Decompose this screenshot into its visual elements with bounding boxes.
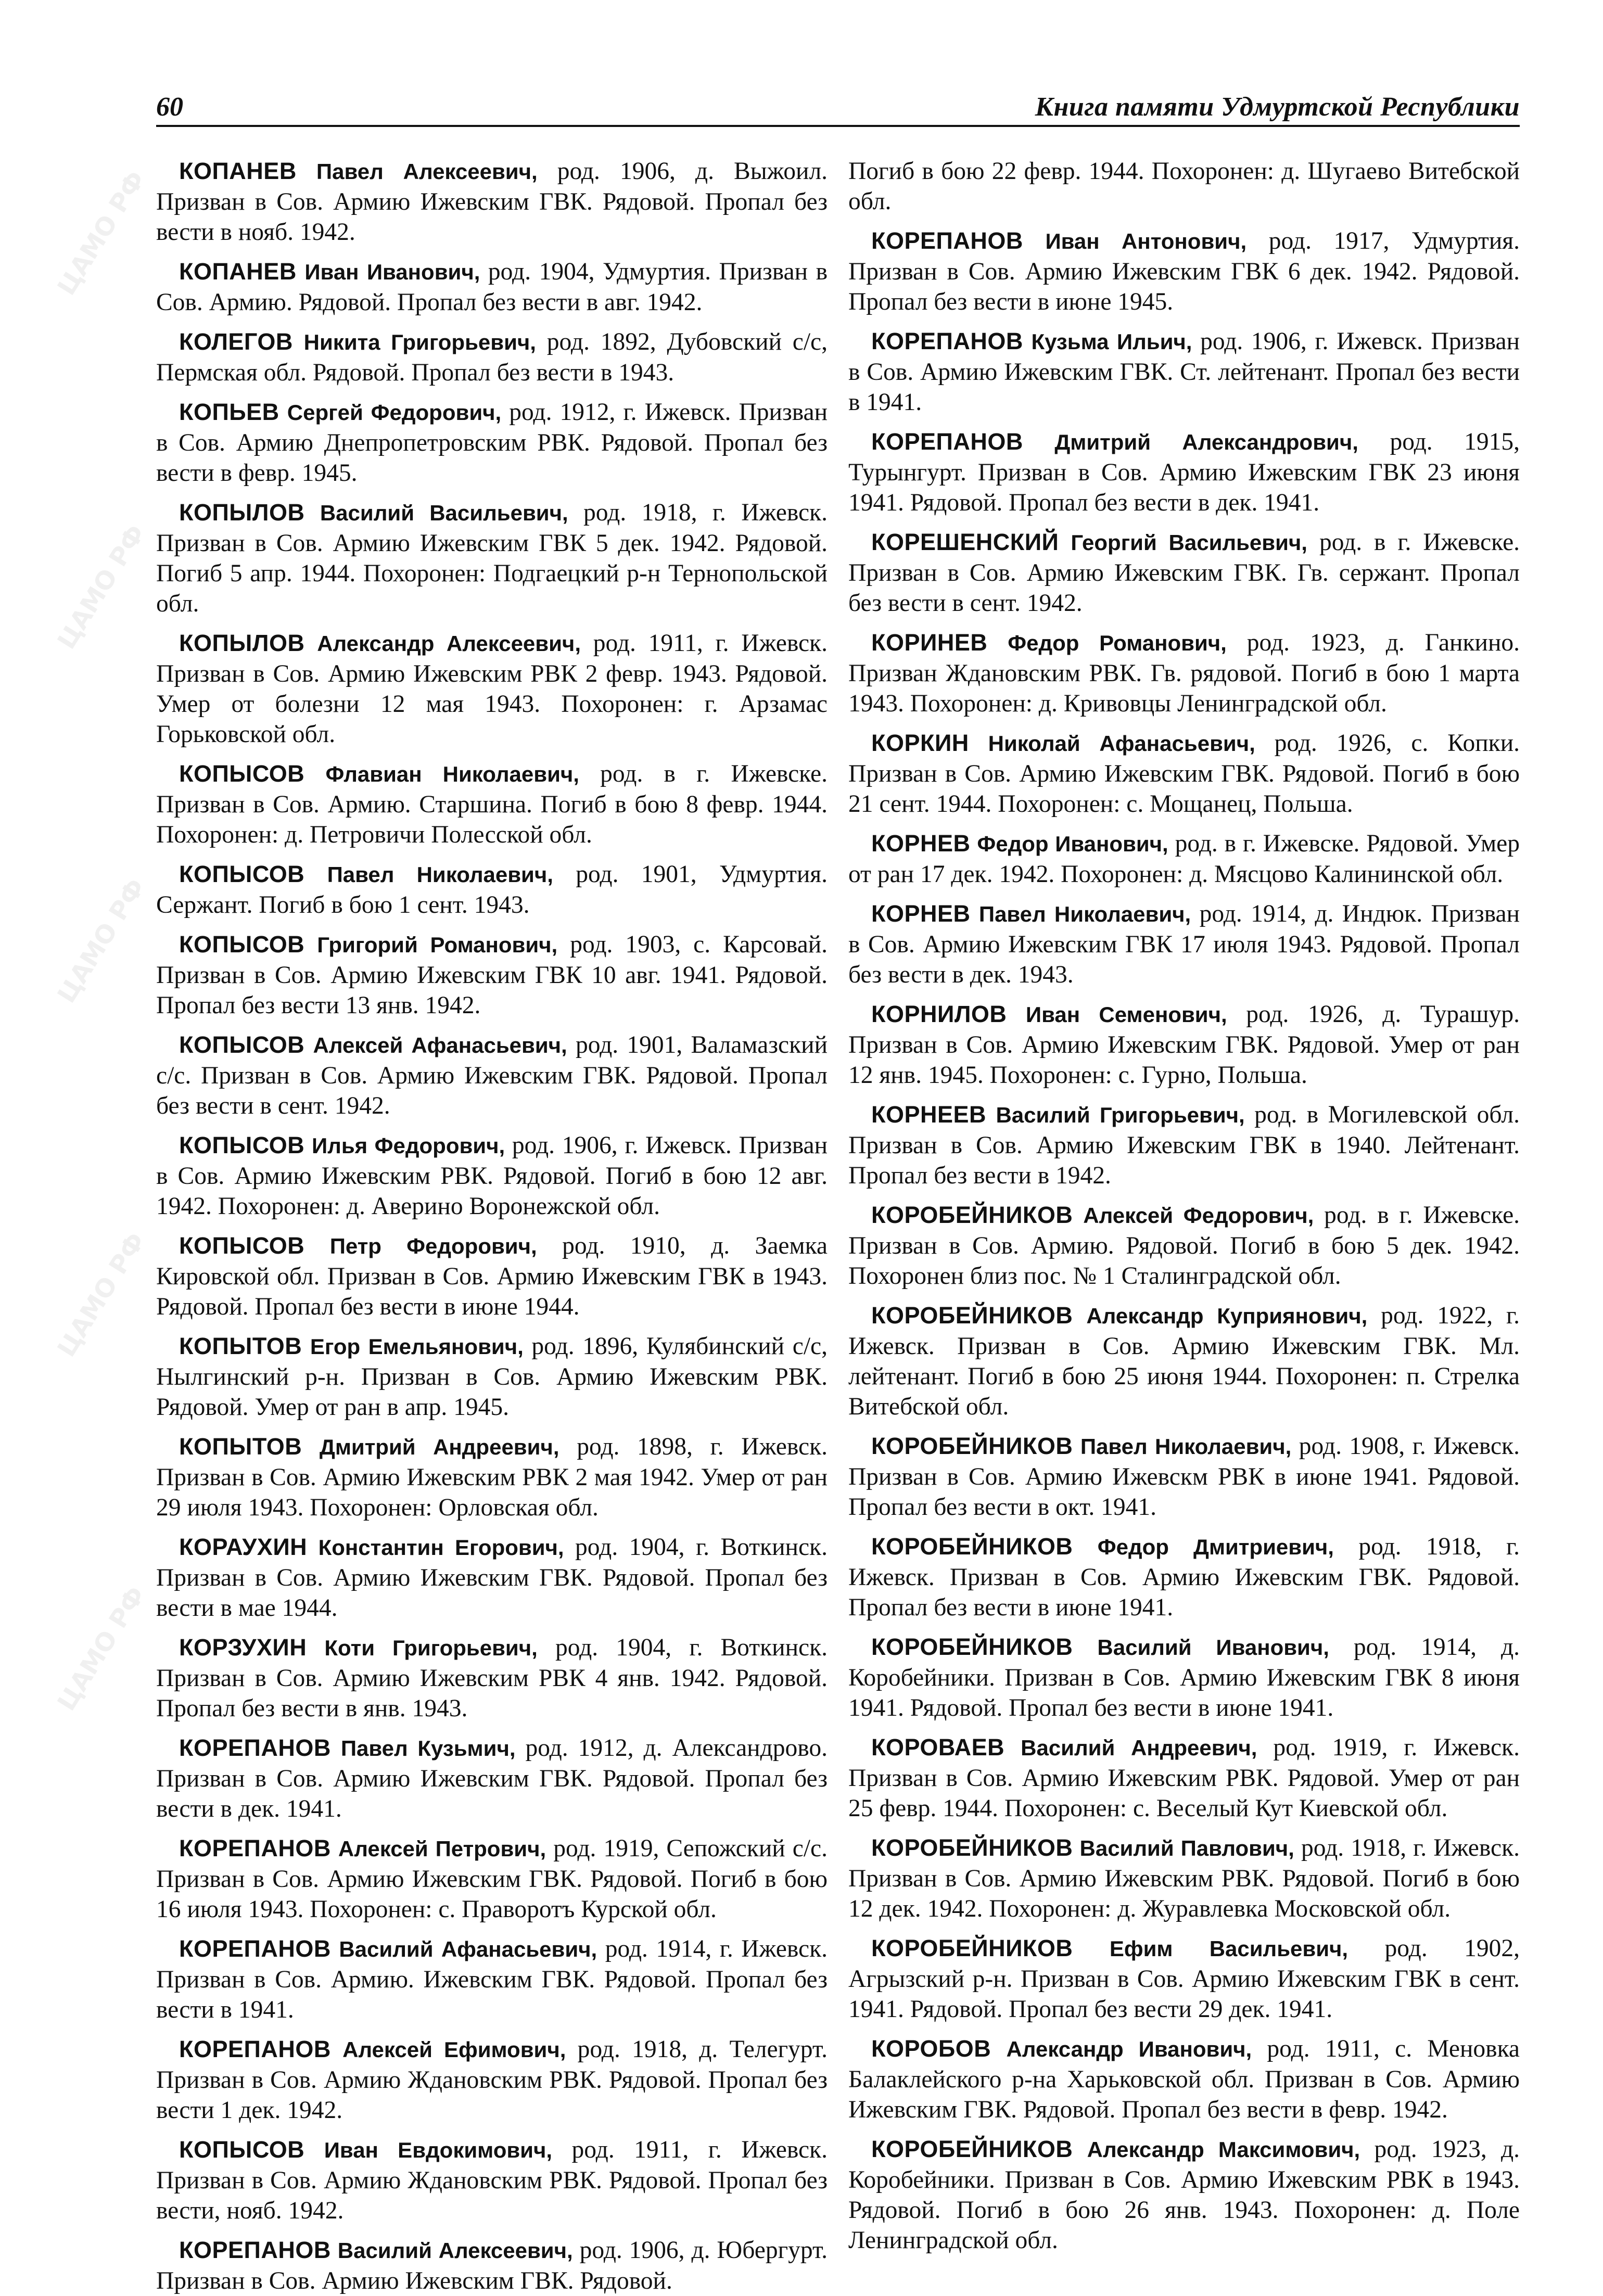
memorial-entry [156, 1632, 828, 1724]
right-column [848, 156, 1520, 2254]
entry-surname: КОРОБЕЙНИКОВ [871, 2136, 1073, 2162]
memorial-entry [848, 999, 1520, 1090]
entry-details: род. 1906, г. Ижевск. Призван в Сов. Армию Ижевским ГВК. Ст. лейтенант. Пропал без вести в 1941. [848, 328, 1520, 416]
entry-surname: КОРЕПАНОВ [179, 2237, 331, 2263]
memorial-entry [156, 2034, 828, 2125]
memorial-entry [848, 1933, 1520, 2024]
entry-surname: КОПЫСОВ [179, 1232, 305, 1259]
entry-surname: КОРНЕВ [871, 830, 971, 857]
entry-details: род. 1912, г. Ижевск. Призван в Сов. Армию Днепропетровским РВК. Рядовой. Пропал без вести в февр. 1945. [156, 399, 828, 487]
memorial-entry [156, 257, 828, 317]
memorial-entry [156, 1331, 828, 1422]
entry-given-name: Алексей Федорович, [1083, 1203, 1314, 1228]
memorial-entry [848, 899, 1520, 990]
memorial-entry [848, 1532, 1520, 1623]
entry-details: род. 1923, д. Коробейники. Призван в Сов. Армию Ижевским РВК в 1943. Рядовой. Погиб в бою 26 янв. 1943. Похоронен: д. Поле Ленинградской обл. [848, 2136, 1520, 2254]
memorial-entry [156, 759, 828, 850]
memorial-entry [156, 2235, 828, 2296]
entry-surname: КОРЕПАНОВ [871, 328, 1023, 354]
memorial-entry [156, 1432, 828, 1523]
entry-given-name: Федор Романович, [1008, 631, 1227, 655]
entry-details: род. 1901, Удмуртия. Сержант. Погиб в бою 1 сент. 1943. [156, 861, 828, 919]
entry-details: род. 1910, д. Заемка Кировской обл. Призван в Сов. Армию Ижевским ГВК в 1943. Рядовой. Пропал без вести в июне 1944. [156, 1232, 828, 1320]
entry-given-name: Александр Иванович, [1006, 2037, 1252, 2061]
memorial-entry [156, 929, 828, 1021]
entry-given-name: Василий Афанасьевич, [339, 1937, 597, 1961]
entry-details: род. 1911, г. Ижевск. Призван в Сов. Армию Ждановским РВК. Рядовой. Пропал без вести, нояб. 1942. [156, 2136, 828, 2224]
memorial-entry [848, 628, 1520, 719]
watermark-logo: ЦАМО РФ [52, 165, 151, 301]
entry-surname: КОПЫЛОВ [179, 630, 305, 656]
entry-details: род. 1926, д. Турашур. Призван в Сов. Армию Ижевским ГВК. Рядовой. Умер от ран 12 янв. 1945. Похоронен: с. Гурно, Польша. [848, 1001, 1520, 1089]
entry-details: род. в г. Ижевске. Рядовой. Умер от ран 17 дек. 1942. Похоронен: д. Мясцово Калининской обл. [848, 830, 1520, 888]
entry-details: род. 1919, г. Ижевск. Призван в Сов. Армию Ижевским РВК. Рядовой. Умер от ран 25 февр. 1944. Похоронен: с. Веселый Кут Киевской обл. [848, 1734, 1520, 1822]
left-column [156, 156, 828, 2294]
entry-surname: КОРЗУХИН [179, 1634, 307, 1661]
entry-given-name: Дмитрий Андреевич, [319, 1435, 559, 1459]
memorial-entry [848, 828, 1520, 889]
entry-given-name: Егор Емельянович, [310, 1334, 524, 1359]
entry-given-name: Федор Дмитриевич, [1097, 1535, 1334, 1559]
entry-details: род. 1917, Удмуртия. Призван в Сов. Армию Ижевским ГВК 6 дек. 1942. Рядовой. Пропал без вести в июне 1945. [848, 227, 1520, 315]
entry-given-name: Павел Николаевич, [978, 902, 1191, 926]
entry-details: род. 1911, с. Меновка Балаклейского р-на Харьковской обл. Призван в Сов. Армию Ижевским ГВК. Рядовой. Пропал без вести в февр. 1942. [848, 2035, 1520, 2123]
entry-surname: КОРЕШЕНСКИЙ [871, 529, 1059, 555]
entry-surname: КОПЫСОВ [179, 861, 305, 887]
memorial-entry [156, 1030, 828, 1121]
entry-details: род. 1923, д. Ганкино. Призван Ждановским РВК. Гв. рядовой. Погиб в бою 1 марта 1943. Похоронен: д. Кривовцы Ленинградской обл. [848, 629, 1520, 717]
entry-surname: КОРНЕЕВ [871, 1101, 987, 1128]
entry-surname: КОРОБЕЙНИКОВ [871, 1302, 1073, 1329]
entry-details: род. 1914, г. Ижевск. Призван в Сов. Армию. Ижевским ГВК. Рядовой. Пропал без вести в 1941. [156, 1935, 828, 2023]
entry-given-name: Петр Федорович, [329, 1234, 537, 1258]
entry-given-name: Сергей Федорович, [287, 400, 502, 425]
entry-given-name: Флавиан Николаевич, [325, 762, 579, 786]
entry-details: род. 1918, г. Ижевск. Призван в Сов. Армию Ижевским ГВК. Рядовой. Пропал без вести в июне 1941. [848, 1533, 1520, 1621]
entry-details: род. 1918, г. Ижевск. Призван в Сов. Армию Ижевским РВК. Рядовой. Погиб в бою 12 дек. 1942. Похоронен: д. Журавлевка Московской обл. [848, 1834, 1520, 1922]
entry-given-name: Дмитрий Александрович, [1054, 430, 1358, 454]
entry-given-name: Александр Куприянович, [1086, 1304, 1368, 1328]
entry-details: род. 1918, г. Ижевск. Призван в Сов. Армию Ижевским ГВК 5 дек. 1942. Рядовой. Погиб 5 апр. 1944. Похоронен: Подгаецкий р-н Тернопольской обл. [156, 499, 828, 617]
memorial-entry [848, 1200, 1520, 1291]
entry-surname: КОРЕПАНОВ [871, 428, 1023, 455]
entry-given-name: Александр Алексеевич, [317, 631, 581, 656]
entry-surname: КОПЫСОВ [179, 1031, 305, 1058]
memorial-entry [156, 156, 828, 247]
entry-details: род. 1902, Агрызский р-н. Призван в Сов. Армию Ижевским ГВК в сент. 1941. Рядовой. Пропал без вести 29 дек. 1941. [848, 1935, 1520, 2023]
entry-given-name: Василий Иванович, [1097, 1635, 1329, 1660]
memorial-entry [848, 427, 1520, 518]
watermark-logo: ЦАМО РФ [52, 1581, 151, 1716]
entry-surname: КОРЕПАНОВ [871, 227, 1023, 254]
entry-given-name: Павел Кузьмич, [340, 1736, 516, 1761]
entry-surname: КОРЕПАНОВ [179, 1835, 331, 1861]
entry-details: род. 1914, д. Коробейники. Призван в Сов. Армию Ижевским ГВК 8 июня 1941. Рядовой. Пропал без вести в июне 1941. [848, 1634, 1520, 1721]
entry-details: род. 1903, с. Карсовай. Призван в Сов. Армию Ижевским ГВК 10 авг. 1941. Рядовой. Пропал без вести 13 янв. 1942. [156, 931, 828, 1019]
entry-details: род. 1919, Сепожский с/с. Призван в Сов. Армию Ижевским ГВК. Рядовой. Погиб в бою 16 июля 1943. Похоронен: с. Праворотъ Курской обл. [156, 1835, 828, 1923]
entry-surname: КОРОБЕЙНИКОВ [871, 1834, 1073, 1861]
memorial-entry [848, 527, 1520, 618]
entry-given-name: Александр Максимович, [1087, 2137, 1360, 2162]
entry-surname: КОПЫТОВ [179, 1333, 302, 1359]
entry-details: род. 1926, с. Копки. Призван в Сов. Армию Ижевским ГВК. Рядовой. Погиб в бою 21 сент. 1944. Похоронен: с. Мощанец, Польша. [848, 730, 1520, 818]
watermark-logo: ЦАМО РФ [52, 519, 151, 655]
memorial-entry [848, 1431, 1520, 1522]
memorial-entry [848, 1100, 1520, 1191]
entry-details: род. 1904, Удмуртия. Призван в Сов. Армию. Рядовой. Пропал без вести в авг. 1942. [156, 258, 828, 316]
entry-surname: КОРНИЛОВ [871, 1001, 1007, 1027]
entry-surname: КОЛЕГОВ [179, 328, 293, 355]
entry-details: род. 1901, Валамазский с/с. Призван в Сов. Армию Ижевским ГВК. Рядовой. Пропал без вести в сент. 1942. [156, 1031, 828, 1119]
entry-details: род. 1912, д. Александрово. Призван в Сов. Армию Ижевским ГВК. Рядовой. Пропал без вести в дек. 1941. [156, 1734, 828, 1822]
entry-details: род. 1906, д. Юбергурт. Призван в Сов. Армию Ижевским ГВК. Рядовой. [156, 2237, 828, 2294]
entry-surname: КОРОБЕЙНИКОВ [871, 1533, 1073, 1560]
entry-given-name: Василий Андреевич, [1021, 1736, 1257, 1760]
entry-given-name: Георгий Васильевич, [1071, 530, 1307, 555]
book-title: Книга памяти Удмуртской Республики [1035, 92, 1520, 122]
entry-given-name: Василий Павлович, [1079, 1836, 1294, 1860]
entry-given-name: Василий Васильевич, [320, 501, 568, 525]
memorial-entry [156, 1130, 828, 1221]
memorial-entry [848, 326, 1520, 417]
entry-details: род. 1904, г. Воткинск. Призван в Сов. Армию Ижевским ГВК. Рядовой. Пропал без вести в мае 1944. [156, 1534, 828, 1622]
entry-given-name: Федор Иванович, [977, 832, 1168, 856]
entry-given-name: Никита Григорьевич, [303, 330, 536, 354]
entry-surname: КОРЕПАНОВ [179, 1734, 331, 1761]
memorial-entry [848, 1632, 1520, 1723]
entry-given-name: Павел Алексеевич, [316, 159, 538, 184]
entry-surname: КОПАНЕВ [179, 258, 297, 285]
entry-surname: КОПЫЛОВ [179, 499, 305, 526]
entry-given-name: Ефим Васильевич, [1109, 1936, 1348, 1961]
entry-surname: КОРКИН [871, 730, 969, 756]
entry-surname: КОРОВАЕВ [871, 1734, 1005, 1761]
continued-entry-text: Погиб в бою 22 февр. 1944. Похоронен: д. Шугаево Витебской обл. [848, 158, 1520, 215]
entry-surname: КОПЬЕВ [179, 399, 279, 425]
entry-given-name: Алексей Афанасьевич, [313, 1033, 567, 1057]
entry-details: род. 1922, г. Ижевск. Призван в Сов. Армию Ижевским ГВК. Мл. лейтенант. Погиб в бою 25 июня 1944. Похоронен: п. Стрелка Витебской обл. [848, 1302, 1520, 1420]
entry-details: род. в г. Ижевске. Призван в Сов. Армию. Старшина. Погиб в бою 8 февр. 1944. Похоронен: д. Петровичи Полесской обл. [156, 760, 828, 848]
entry-surname: КОПЫСОВ [179, 2136, 305, 2163]
entry-details: род. 1915, Турынгурт. Призван в Сов. Армию Ижевским ГВК 23 июня 1941. Рядовой. Пропал без вести в дек. 1941. [848, 428, 1520, 516]
entry-given-name: Иван Иванович, [304, 260, 480, 284]
entry-given-name: Николай Афанасьевич, [988, 731, 1255, 756]
entry-given-name: Алексей Ефимович, [342, 2037, 566, 2062]
entry-given-name: Павел Николаевич, [1080, 1434, 1292, 1459]
entry-surname: КОРНЕВ [871, 900, 971, 927]
memorial-entry [848, 728, 1520, 819]
memorial-entry [848, 1833, 1520, 1924]
entry-details: род. 1918, д. Телегурт. Призван в Сов. Армию Ждановским РВК. Рядовой. Пропал без вести 1 дек. 1942. [156, 2036, 828, 2124]
memorial-entry [156, 1231, 828, 1322]
memorial-entry [156, 327, 828, 388]
entry-surname: КОРОБЕЙНИКОВ [871, 1433, 1073, 1459]
memorial-entry [848, 2134, 1520, 2255]
entry-given-name: Иван Евдокимович, [324, 2138, 553, 2162]
entry-details: род. 1908, г. Ижевск. Призван в Сов. Армию Ижевскм РВК в июне 1941. Рядовой. Пропал без вести в окт. 1941. [848, 1433, 1520, 1521]
memorial-entry [156, 1733, 828, 1824]
memorial-entry [156, 1833, 828, 1924]
entry-given-name: Иван Семенович, [1025, 1002, 1227, 1027]
memorial-entry [848, 2034, 1520, 2125]
memorial-entry [156, 1934, 828, 2025]
entry-surname: КОРЕПАНОВ [179, 1935, 331, 1962]
memorial-entry [848, 1732, 1520, 1823]
entry-given-name: Василий Григорьевич, [996, 1103, 1245, 1127]
entry-given-name: Константин Егорович, [318, 1535, 564, 1560]
page-number: 60 [156, 92, 183, 122]
entry-surname: КОРЕПАНОВ [179, 2036, 331, 2062]
entry-details: род. 1914, д. Индюк. Призван в Сов. Армию Ижевским ГВК 17 июля 1943. Рядовой. Пропал без вести в дек. 1943. [848, 900, 1520, 988]
memorial-entry [156, 2135, 828, 2226]
watermark-logo: ЦАМО РФ [52, 873, 151, 1009]
memorial-entry [848, 1300, 1520, 1422]
entry-given-name: Алексей Петрович, [338, 1836, 546, 1861]
memorial-entry [156, 1532, 828, 1623]
entry-given-name: Илья Федорович, [311, 1133, 505, 1158]
entry-surname: КОПЫСОВ [179, 1132, 305, 1158]
memorial-entry [848, 226, 1520, 317]
entry-details: род. 1906, д. Выжоил. Призван в Сов. Армию Ижевским ГВК. Рядовой. Пропал без вести в нояб. 1942. [156, 158, 828, 246]
entry-surname: КОРОБЕЙНИКОВ [871, 1202, 1073, 1228]
entry-surname: КОПЫСОВ [179, 760, 305, 787]
entry-details: род. 1896, Кулябинский с/с, Нылгинский р-н. Призван в Сов. Армию Ижевским РВК. Рядовой. Умер от ран в апр. 1945. [156, 1333, 828, 1421]
watermark-logo: ЦАМО РФ [52, 1227, 151, 1362]
entry-surname: КОРАУХИН [179, 1534, 308, 1560]
memorial-entry [156, 628, 828, 749]
header-rule [156, 125, 1520, 127]
entry-details: род. в г. Ижевске. Призван в Сов. Армию. Рядовой. Погиб в бою 5 дек. 1942. Похоронен близ пос. № 1 Сталинградской обл. [848, 1202, 1520, 1290]
entry-surname: КОРОБЕЙНИКОВ [871, 1935, 1073, 1961]
entry-given-name: Кузьма Ильич, [1031, 329, 1192, 354]
entry-details: род. в Могилевской обл. Призван в Сов. Армию Ижевским ГВК в 1940. Лейтенант. Пропал без вести в 1942. [848, 1101, 1520, 1189]
entry-details: род. 1911, г. Ижевск. Призван в Сов. Армию Ижевским РВК 2 февр. 1943. Рядовой. Умер от болезни 12 мая 1943. Похоронен: г. Арзамас Горьковской обл. [156, 630, 828, 748]
entry-given-name: Павел Николаевич, [327, 862, 553, 887]
memorial-entry [156, 859, 828, 920]
entry-surname: КОПЫТОВ [179, 1433, 302, 1460]
entry-given-name: Иван Антонович, [1045, 229, 1247, 253]
entry-details: род. в г. Ижевске. Призван в Сов. Армию Ижевским ГВК. Гв. сержант. Пропал без вести в сент. 1942. [848, 529, 1520, 617]
entry-surname: КОРОБЕЙНИКОВ [871, 1634, 1073, 1660]
entry-details: род. 1906, г. Ижевск. Призван в Сов. Армию Ижевским РВК. Рядовой. Погиб в бою 12 авг. 1942. Похоронен: д. Аверино Воронежской обл. [156, 1132, 828, 1220]
memorial-entry [156, 498, 828, 619]
entry-given-name: Василий Алексеевич, [337, 2238, 573, 2263]
entry-details: род. 1898, г. Ижевск. Призван в Сов. Армию Ижевским РВК 2 мая 1942. Умер от ран 29 июля 1943. Похоронен: Орловская обл. [156, 1433, 828, 1521]
entry-details: род. 1904, г. Воткинск. Призван в Сов. Армию Ижевским РВК 4 янв. 1942. Рядовой. Пропал без вести в янв. 1943. [156, 1634, 828, 1722]
entry-surname: КОПАНЕВ [179, 158, 297, 184]
memorial-entry [156, 397, 828, 488]
entry-given-name: Коти Григорьевич, [324, 1636, 538, 1660]
entry-given-name: Григорий Романович, [317, 933, 558, 957]
entry-details: род. 1892, Дубовский с/с, Пермская обл. Рядовой. Пропал без вести в 1943. [156, 328, 828, 386]
entry-surname: КОПЫСОВ [179, 931, 305, 958]
entry-surname: КОРИНЕВ [871, 629, 988, 656]
entry-surname: КОРОБОВ [871, 2035, 991, 2062]
page-header [156, 87, 1520, 127]
